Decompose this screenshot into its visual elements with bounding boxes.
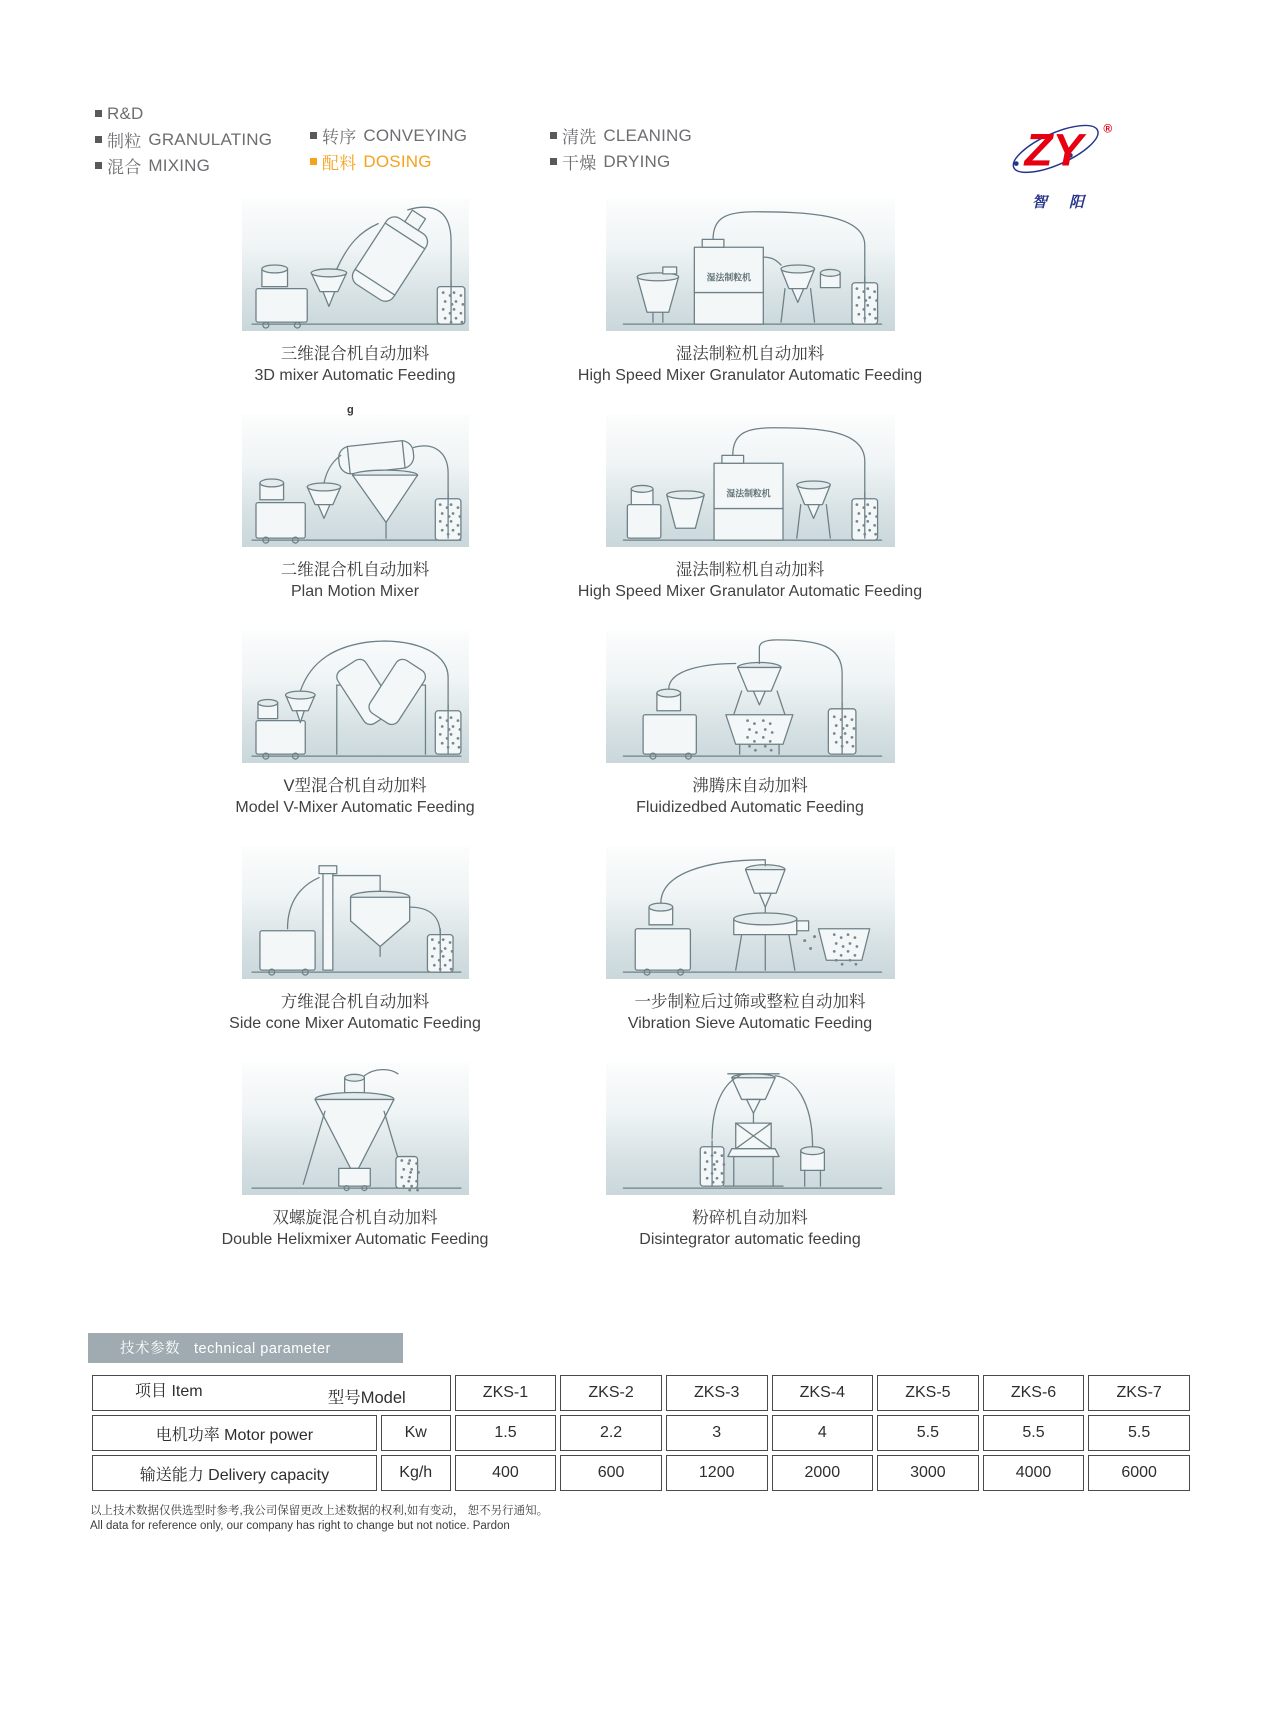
model-column-header: ZKS-4 bbox=[772, 1375, 874, 1411]
square-bullet-icon bbox=[550, 158, 557, 165]
stray-mark: g bbox=[347, 404, 354, 416]
caption-cn: 一步制粒后过筛或整粒自动加料 bbox=[634, 993, 866, 1011]
menu-item-label-en: CLEANING bbox=[603, 125, 692, 145]
value-cell: 2.2 bbox=[560, 1415, 662, 1451]
menu-item-granulating bbox=[95, 128, 310, 151]
illustration-disintegrator bbox=[606, 1062, 895, 1195]
row-label: 输送能力 Delivery capacity bbox=[92, 1455, 377, 1491]
square-bullet-icon bbox=[95, 136, 102, 143]
menu-item-label-cn: 制粒 bbox=[107, 132, 142, 151]
product-caption bbox=[550, 340, 950, 385]
product-card-granulator-b bbox=[550, 414, 950, 601]
caption-cn: 三维混合机自动加料 bbox=[280, 345, 430, 363]
menu-item-rd bbox=[95, 102, 310, 125]
caption-en: Double Helixmixer Automatic Feeding bbox=[221, 1231, 489, 1248]
caption-cn: 湿法制粒机自动加料 bbox=[675, 561, 825, 579]
menu-column-2 bbox=[310, 124, 550, 177]
caption-en: 3D mixer Automatic Feeding bbox=[254, 367, 456, 384]
square-bullet-icon bbox=[310, 132, 317, 139]
menu-item-label-en: GRANULATING bbox=[148, 129, 273, 149]
illustration-vibration-sieve bbox=[606, 846, 895, 979]
svg-text:湿法制粒机: 湿法制粒机 bbox=[725, 488, 771, 499]
value-cell: 2000 bbox=[772, 1455, 874, 1491]
model-column-header: ZKS-7 bbox=[1088, 1375, 1190, 1411]
menu-item-label-en: DRYING bbox=[603, 151, 671, 171]
square-bullet-icon bbox=[95, 110, 102, 117]
illustration-side-cone-mixer bbox=[242, 846, 469, 979]
product-caption bbox=[160, 772, 550, 817]
product-card-granulator-a bbox=[550, 198, 950, 385]
menu-item-mixing bbox=[95, 154, 310, 177]
value-cell: 5.5 bbox=[983, 1415, 1085, 1451]
value-cell: 400 bbox=[455, 1455, 557, 1491]
menu-item-dosing-active bbox=[310, 150, 550, 173]
machine-diagram-icon bbox=[242, 414, 469, 547]
menu-item-label-cn: 清洗 bbox=[562, 128, 597, 147]
value-cell: 3000 bbox=[877, 1455, 979, 1491]
value-cell: 600 bbox=[560, 1455, 662, 1491]
disclaimer bbox=[90, 1504, 1194, 1534]
value-cell: 3 bbox=[666, 1415, 768, 1451]
product-card-2d-mixer bbox=[160, 414, 550, 601]
menu-item-label-cn: 转序 bbox=[322, 128, 357, 147]
value-cell: 4 bbox=[772, 1415, 874, 1451]
model-column-header: ZKS-3 bbox=[666, 1375, 768, 1411]
caption-cn: 方维混合机自动加料 bbox=[280, 993, 430, 1011]
machine-diagram-icon bbox=[606, 846, 895, 979]
company-logo bbox=[1008, 112, 1118, 212]
machine-diagram-icon bbox=[242, 630, 469, 763]
caption-cn: 粉碎机自动加料 bbox=[692, 1209, 808, 1227]
caption-en: Model V-Mixer Automatic Feeding bbox=[235, 799, 475, 816]
technical-parameters-table bbox=[88, 1371, 1194, 1495]
header bbox=[0, 0, 1275, 211]
product-card-fluidized-bed bbox=[550, 630, 950, 817]
model-column-header: ZKS-6 bbox=[983, 1375, 1085, 1411]
table-row-motor-power bbox=[92, 1415, 1190, 1451]
menu-item-drying bbox=[550, 150, 770, 173]
machine-diagram-icon bbox=[606, 414, 895, 547]
product-card-double-helix-mixer bbox=[160, 1062, 550, 1249]
illustration-v-mixer bbox=[242, 630, 469, 763]
product-caption bbox=[550, 1204, 950, 1249]
row-unit: Kg/h bbox=[381, 1455, 451, 1491]
table-row-delivery-capacity bbox=[92, 1455, 1190, 1491]
product-grid bbox=[160, 198, 1275, 1249]
model-column-header: ZKS-1 bbox=[455, 1375, 557, 1411]
illustration-double-helix-mixer bbox=[242, 1062, 469, 1195]
product-caption bbox=[160, 340, 550, 385]
machine-diagram-icon bbox=[606, 198, 895, 331]
product-caption bbox=[550, 772, 950, 817]
badge-title-en: technical parameter bbox=[194, 1341, 331, 1357]
menu-item-label-cn: 干燥 bbox=[562, 154, 597, 173]
caption-en: Disintegrator automatic feeding bbox=[639, 1231, 861, 1248]
row-label: 电机功率 Motor power bbox=[92, 1415, 377, 1451]
value-cell: 6000 bbox=[1088, 1455, 1190, 1491]
menu-item-label: R&D bbox=[107, 103, 144, 123]
illustration-2d-mixer bbox=[242, 414, 469, 547]
value-cell: 1200 bbox=[666, 1455, 768, 1491]
product-card-disintegrator bbox=[550, 1062, 950, 1249]
product-caption bbox=[160, 1204, 550, 1249]
value-cell: 5.5 bbox=[877, 1415, 979, 1451]
section-title-badge bbox=[88, 1333, 403, 1363]
disclaimer-cn: 以上技术数据仅供选型时参考,我公司保留更改上述数据的权利,如有变动， 恕不另行通知。 bbox=[90, 1505, 549, 1517]
menu-item-label-cn: 混合 bbox=[107, 158, 142, 177]
disclaimer-en: All data for reference only, our company has right to change but not notice. Pardon bbox=[90, 1520, 510, 1533]
value-cell: 1.5 bbox=[455, 1415, 557, 1451]
product-card-side-cone-mixer bbox=[160, 846, 550, 1033]
value-cell: 5.5 bbox=[1088, 1415, 1190, 1451]
svg-text:®: ® bbox=[1103, 121, 1113, 136]
caption-cn: V型混合机自动加料 bbox=[283, 777, 427, 795]
item-header-label: 项目 Item bbox=[135, 1383, 203, 1400]
model-header-label: 型号Model bbox=[327, 1389, 406, 1407]
illustration-granulator-b bbox=[606, 414, 895, 547]
caption-en: High Speed Mixer Granulator Automatic Feeding bbox=[577, 367, 923, 384]
menu-item-cleaning bbox=[550, 124, 770, 147]
caption-en: Vibration Sieve Automatic Feeding bbox=[627, 1015, 873, 1032]
diagonal-header-cell bbox=[92, 1375, 451, 1411]
caption-cn: 双螺旋混合机自动加料 bbox=[272, 1209, 438, 1227]
technical-parameters-section bbox=[88, 1333, 1194, 1534]
square-bullet-icon bbox=[95, 162, 102, 169]
product-caption bbox=[550, 988, 950, 1033]
caption-cn: 沸腾床自动加料 bbox=[692, 777, 808, 795]
menu-item-label-en: DOSING bbox=[363, 151, 432, 171]
square-bullet-icon bbox=[550, 132, 557, 139]
illustration-fluidized-bed bbox=[606, 630, 895, 763]
menu-item-label-cn: 配料 bbox=[322, 154, 357, 173]
svg-text:ZY: ZY bbox=[1024, 124, 1084, 176]
zy-logo-icon bbox=[1008, 112, 1118, 184]
svg-text:湿法制粒机: 湿法制粒机 bbox=[706, 272, 751, 283]
caption-cn: 湿法制粒机自动加料 bbox=[675, 345, 825, 363]
caption-en: Fluidizedbed Automatic Feeding bbox=[636, 799, 864, 816]
illustration-granulator-a bbox=[606, 198, 895, 331]
menu-column-3 bbox=[550, 124, 770, 177]
menu-column-1 bbox=[95, 102, 310, 177]
illustration-3d-mixer bbox=[242, 198, 469, 331]
product-caption bbox=[550, 556, 950, 601]
machine-diagram-icon bbox=[606, 1062, 895, 1195]
machine-diagram-icon bbox=[242, 1062, 469, 1195]
square-bullet-icon bbox=[310, 158, 317, 165]
menu-item-label-en: MIXING bbox=[148, 155, 211, 175]
product-caption bbox=[160, 988, 550, 1033]
machine-diagram-icon bbox=[242, 846, 469, 979]
caption-cn: 二维混合机自动加料 bbox=[280, 561, 430, 579]
caption-en: High Speed Mixer Granulator Automatic Feeding bbox=[577, 583, 923, 600]
model-column-header: ZKS-5 bbox=[877, 1375, 979, 1411]
table-header-row bbox=[92, 1375, 1190, 1411]
row-unit: Kw bbox=[381, 1415, 451, 1451]
product-card-3d-mixer bbox=[160, 198, 550, 385]
product-caption bbox=[160, 556, 550, 601]
badge-title-cn: 技术参数 bbox=[120, 1341, 180, 1357]
value-cell: 4000 bbox=[983, 1455, 1085, 1491]
menu-item-conveying bbox=[310, 124, 550, 147]
machine-diagram-icon bbox=[606, 630, 895, 763]
menu-item-label-en: CONVEYING bbox=[363, 125, 468, 145]
machine-diagram-icon bbox=[242, 198, 469, 331]
logo-subtext: 智阳 bbox=[1031, 194, 1106, 211]
caption-en: Plan Motion Mixer bbox=[290, 583, 420, 600]
product-card-vibration-sieve bbox=[550, 846, 950, 1033]
caption-en: Side cone Mixer Automatic Feeding bbox=[229, 1015, 481, 1032]
model-column-header: ZKS-2 bbox=[560, 1375, 662, 1411]
product-card-v-mixer bbox=[160, 630, 550, 817]
